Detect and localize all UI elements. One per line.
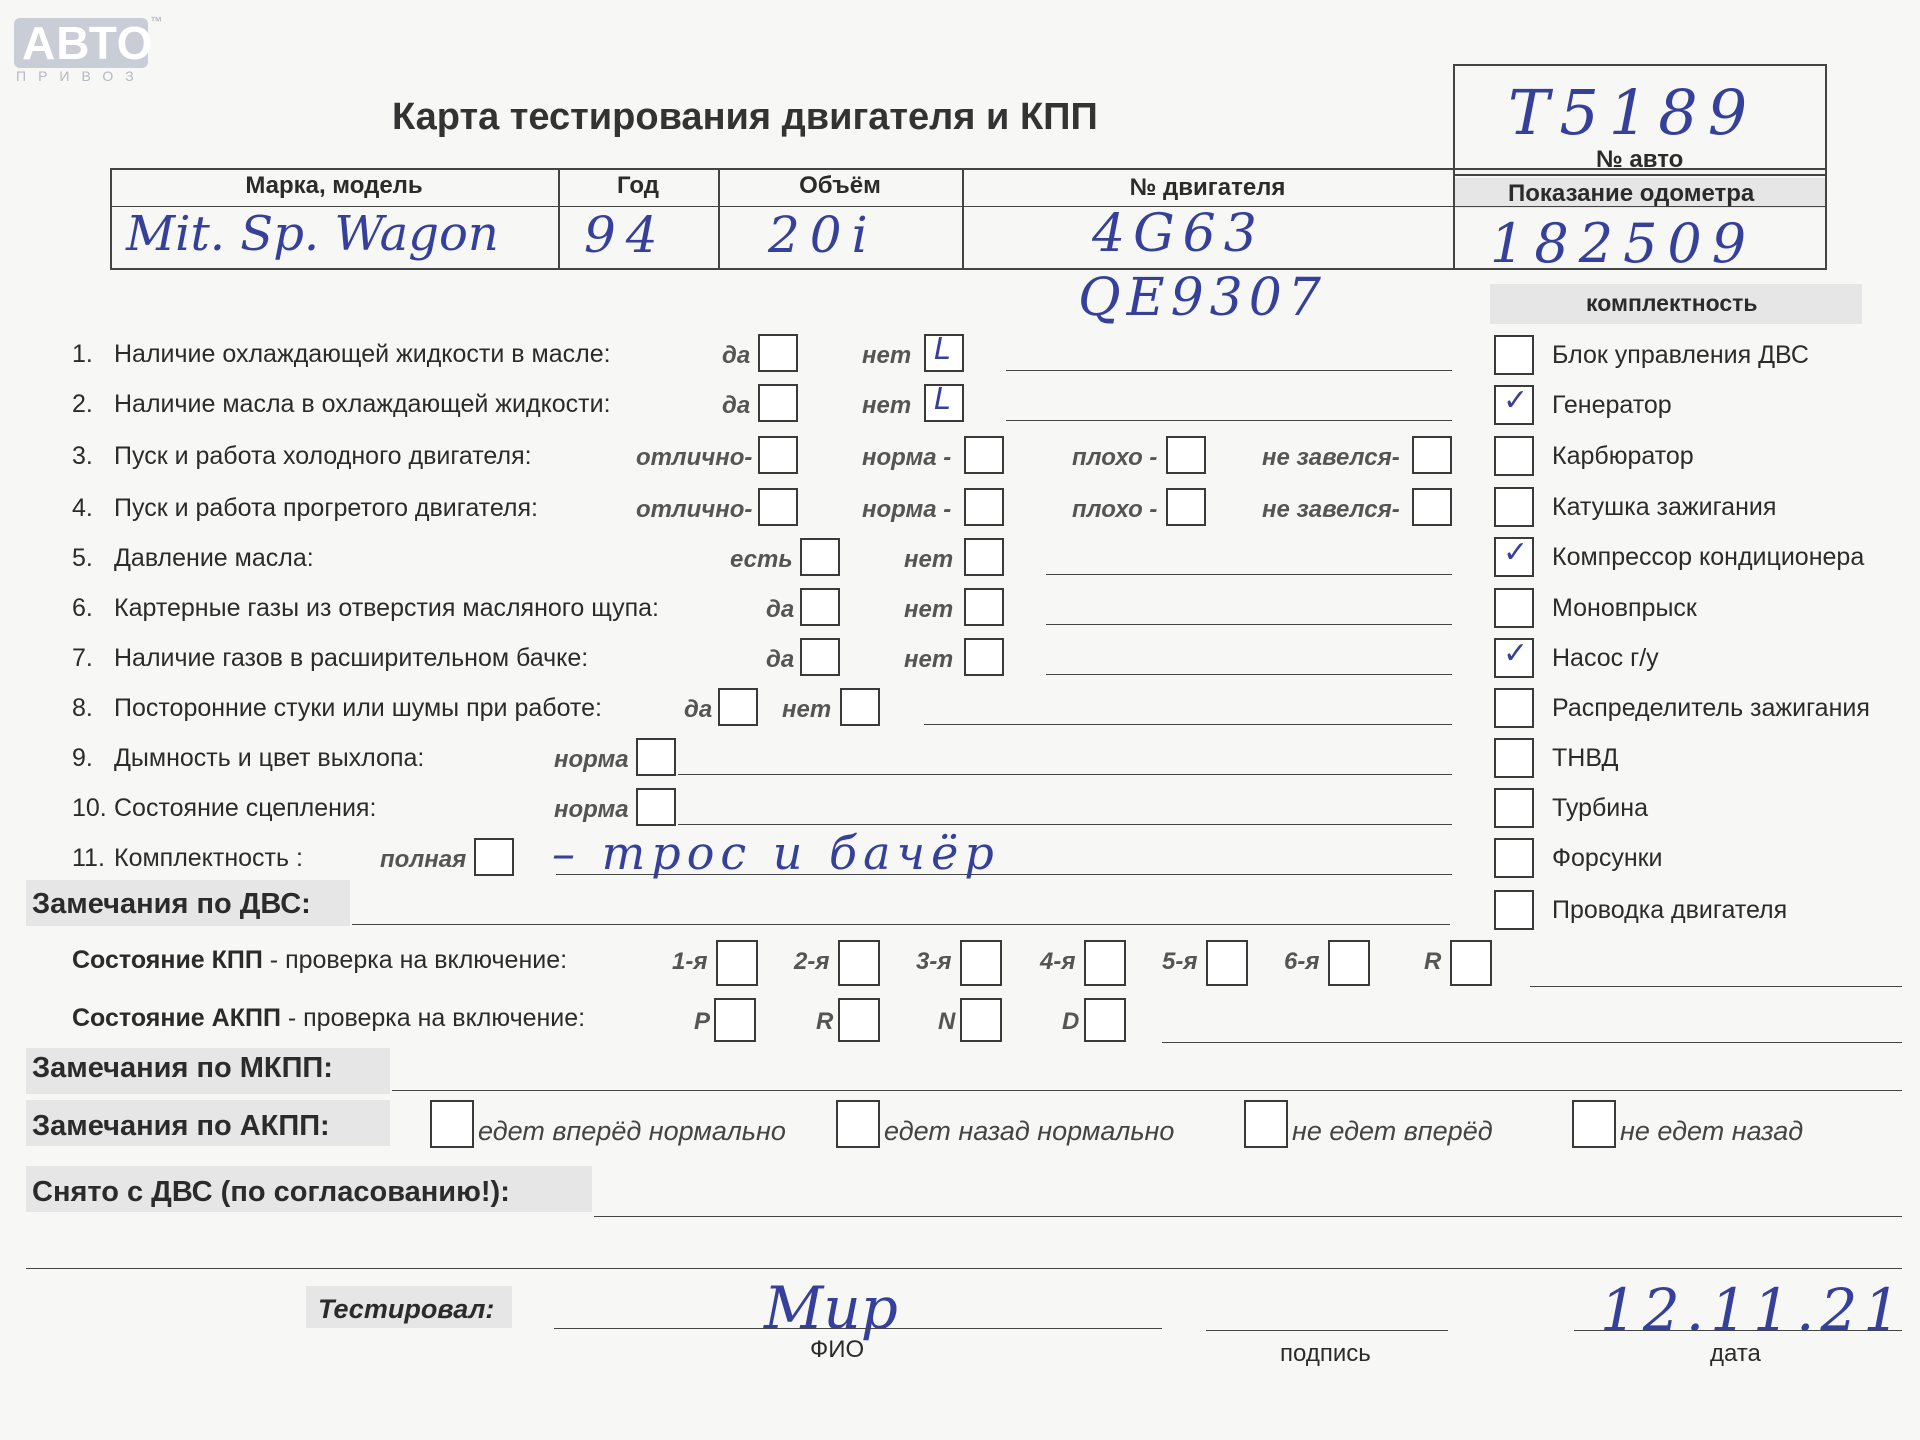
option-label: норма -	[862, 496, 952, 523]
check-mark-icon: ᒪ	[934, 332, 951, 367]
completeness-checkbox[interactable]	[1494, 335, 1534, 375]
question-answer-line[interactable]	[678, 824, 1452, 825]
question-answer-line[interactable]	[924, 724, 1452, 725]
akpp-gear-label: D	[1062, 1008, 1080, 1035]
option-label: нет	[862, 392, 912, 419]
header-year: Год	[617, 172, 659, 199]
date-label: дата	[1710, 1340, 1761, 1367]
option-checkbox[interactable]	[800, 638, 840, 676]
question-text: Наличие масла в охлаждающей жидкости:	[114, 390, 611, 418]
completeness-item-label: Насос г/у	[1552, 644, 1659, 672]
akpp-row-label	[72, 1004, 585, 1033]
akpp-remarks-label: Замечания по АКПП:	[32, 1110, 330, 1142]
date-line[interactable]	[1574, 1330, 1902, 1331]
question-text: Картерные газы из отверстия масляного щупа:	[114, 594, 659, 622]
option-label: нет	[904, 546, 954, 573]
option-checkbox[interactable]	[758, 384, 798, 422]
check-mark-icon: ᒪ	[934, 382, 951, 417]
kpp-gear-label: 3-я	[916, 948, 952, 975]
question-number: 10.	[72, 794, 107, 822]
option-checkbox[interactable]	[636, 788, 676, 826]
option-label: норма -	[862, 444, 952, 471]
option-checkbox[interactable]	[758, 436, 798, 474]
question-text: Наличие охлаждающей жидкости в масле:	[114, 340, 611, 368]
page-title: Карта тестирования двигателя и КПП	[392, 96, 1098, 138]
akpp-gear-checkbox[interactable]	[1084, 998, 1126, 1042]
fio-line[interactable]	[554, 1328, 1162, 1329]
mkpp-remarks-label: Замечания по МКПП:	[32, 1052, 333, 1084]
question-number: 5.	[72, 544, 93, 572]
option-label: плохо -	[1072, 496, 1158, 523]
option-label: да	[684, 696, 713, 723]
option-label: да	[722, 392, 751, 419]
option-checkbox[interactable]	[1412, 436, 1452, 474]
completeness-checkbox[interactable]	[1494, 838, 1534, 878]
akpp-gear-checkbox[interactable]	[838, 998, 880, 1042]
engine-no-value: 4G63	[1092, 204, 1265, 264]
question-number: 4.	[72, 494, 93, 522]
question-answer-line[interactable]	[1046, 674, 1452, 675]
option-label: норма	[554, 796, 629, 823]
completeness-checkbox[interactable]	[1494, 688, 1534, 728]
kpp-gear-label: R	[1424, 948, 1442, 975]
option-label: да	[766, 596, 795, 623]
signature-line[interactable]	[1206, 1330, 1448, 1331]
signature-label: подпись	[1280, 1340, 1371, 1367]
akpp-remark-checkbox[interactable]	[836, 1100, 880, 1148]
fio-value: Мир	[764, 1274, 898, 1342]
option-checkbox[interactable]	[800, 588, 840, 626]
completeness-checkbox[interactable]	[1494, 890, 1534, 930]
logo-brand: АВТО	[22, 17, 154, 69]
completeness-title: комплектность	[1586, 290, 1758, 316]
completeness-item-label: Форсунки	[1552, 844, 1663, 872]
option-checkbox[interactable]	[758, 334, 798, 372]
removed-line[interactable]	[594, 1216, 1902, 1217]
akpp-remark-checkbox[interactable]	[430, 1100, 474, 1148]
option-checkbox[interactable]	[964, 538, 1004, 576]
akpp-gear-label: N	[938, 1008, 956, 1035]
make-model-value: Mit. Sp. Wagon	[126, 206, 499, 262]
fio-label: ФИО	[810, 1336, 865, 1363]
completeness-item-label: Катушка зажигания	[1552, 493, 1777, 521]
completeness-item-label: Распределитель зажигания	[1552, 694, 1870, 722]
option-label: не завелся-	[1262, 496, 1400, 523]
option-checkbox[interactable]	[1166, 488, 1206, 526]
mkpp-remarks-line[interactable]	[392, 1090, 1902, 1091]
option-checkbox[interactable]	[964, 436, 1004, 474]
completeness-item-label: ТНВД	[1552, 744, 1619, 772]
kpp-gear-label: 6-я	[1284, 948, 1320, 975]
option-label: не завелся-	[1262, 444, 1400, 471]
akpp-gear-label: R	[816, 1008, 834, 1035]
question-number: 7.	[72, 644, 93, 672]
completeness-item-label: Турбина	[1552, 794, 1648, 822]
question-text: Комплектность :	[114, 844, 303, 872]
year-value: 94	[584, 206, 668, 264]
kpp-gear-label: 5-я	[1162, 948, 1198, 975]
option-label: норма	[554, 746, 629, 773]
kpp-row-label	[72, 946, 567, 975]
removed-line-2[interactable]	[26, 1268, 1902, 1269]
date-value: 12.11.21	[1600, 1276, 1907, 1344]
question-answer-line[interactable]	[678, 774, 1452, 775]
kpp-rest: - проверка на включение:	[262, 946, 568, 974]
kpp-line[interactable]	[1530, 986, 1902, 987]
kpp-gear-checkbox[interactable]	[716, 940, 758, 986]
option-label: нет	[782, 696, 832, 723]
question-answer-line[interactable]	[1046, 574, 1452, 575]
question-number: 3.	[72, 442, 93, 470]
volume-value: 20i	[768, 206, 878, 264]
completeness-checkbox[interactable]	[1494, 487, 1534, 527]
dvs-remarks-label: Замечания по ДВС:	[32, 888, 311, 920]
completeness-checkbox[interactable]	[1494, 788, 1534, 828]
completeness-checkbox[interactable]	[1494, 588, 1534, 628]
odometer-value: 182509	[1490, 212, 1757, 275]
kpp-gear-label: 2-я	[794, 948, 830, 975]
akpp-rest: - проверка на включение:	[280, 1004, 586, 1032]
question-text: Посторонние стуки или шумы при работе:	[114, 694, 602, 722]
option-checkbox[interactable]	[964, 488, 1004, 526]
option-checkbox[interactable]	[1412, 488, 1452, 526]
removed-label: Снято с ДВС (по согласованию!):	[32, 1176, 510, 1208]
option-label: полная	[380, 846, 467, 873]
kpp-gear-checkbox[interactable]	[960, 940, 1002, 986]
option-checkbox[interactable]	[718, 688, 758, 726]
completeness-item-label: Генератор	[1552, 391, 1672, 419]
akpp-remark-label: едет вперёд нормально	[478, 1116, 786, 1146]
kpp-gear-label: 1-я	[672, 948, 708, 975]
question-text: Пуск и работа прогретого двигателя:	[114, 494, 538, 522]
option-checkbox[interactable]	[636, 738, 676, 776]
kpp-gear-checkbox[interactable]	[838, 940, 880, 986]
akpp-gear-checkbox[interactable]	[960, 998, 1002, 1042]
option-label: отлично-	[636, 496, 753, 523]
option-label: нет	[904, 646, 954, 673]
check-mark-icon: ✓	[1503, 636, 1529, 671]
kpp-gear-checkbox[interactable]	[1328, 940, 1370, 986]
odometer-label: Показание одометра	[1508, 180, 1755, 207]
logo-tm: ™	[150, 14, 162, 28]
akpp-gear-checkbox[interactable]	[714, 998, 756, 1042]
kpp-gear-checkbox[interactable]	[1084, 940, 1126, 986]
header-engine-no: № двигателя	[1129, 174, 1286, 201]
kpp-gear-checkbox[interactable]	[1206, 940, 1248, 986]
option-checkbox[interactable]	[474, 838, 514, 876]
question-number: 8.	[72, 694, 93, 722]
engine-serial-value: QE9307	[1078, 268, 1327, 328]
question-answer-line[interactable]	[1006, 420, 1452, 421]
akpp-remark-checkbox[interactable]	[1572, 1100, 1616, 1148]
question-number: 11.	[72, 844, 105, 872]
option-label: есть	[730, 546, 793, 573]
completeness-note: – трос и бачёр	[552, 826, 1000, 880]
header-make-model: Марка, модель	[245, 172, 423, 199]
option-checkbox[interactable]	[800, 538, 840, 576]
option-checkbox[interactable]	[964, 588, 1004, 626]
option-label: да	[766, 646, 795, 673]
question-number: 1.	[72, 340, 93, 368]
completeness-item-label: Карбюратор	[1552, 442, 1694, 470]
completeness-item-label: Проводка двигателя	[1552, 896, 1788, 924]
question-answer-line[interactable]	[1006, 370, 1452, 371]
akpp-remark-label: не едет назад	[1620, 1116, 1804, 1146]
completeness-checkbox[interactable]	[1494, 436, 1534, 476]
kpp-title: Состояние КПП	[72, 946, 263, 974]
check-mark-icon: ✓	[1503, 535, 1529, 570]
question-text: Пуск и работа холодного двигателя:	[114, 442, 532, 470]
option-label: нет	[862, 342, 912, 369]
option-label: отлично-	[636, 444, 753, 471]
option-label: нет	[904, 596, 954, 623]
question-number: 6.	[72, 594, 93, 622]
option-checkbox[interactable]	[1166, 436, 1206, 474]
akpp-remark-checkbox[interactable]	[1244, 1100, 1288, 1148]
akpp-title: Состояние АКПП	[72, 1004, 281, 1032]
completeness-item-label: Компрессор кондиционера	[1552, 543, 1865, 571]
header-volume: Объём	[799, 172, 881, 199]
dvs-remarks-line[interactable]	[352, 924, 1450, 925]
option-label: плохо -	[1072, 444, 1158, 471]
kpp-gear-checkbox[interactable]	[1450, 940, 1492, 986]
logo-sub: ПРИВОЗ	[16, 68, 146, 84]
check-mark-icon: ✓	[1503, 383, 1529, 418]
akpp-gear-label: P	[694, 1008, 711, 1035]
question-text: Давление масла:	[114, 544, 314, 572]
akpp-remark-label: не едет вперёд	[1292, 1116, 1493, 1146]
question-number: 9.	[72, 744, 93, 772]
option-checkbox[interactable]	[758, 488, 798, 526]
akpp-line[interactable]	[1162, 1042, 1902, 1043]
question-answer-line[interactable]	[1046, 624, 1452, 625]
option-checkbox[interactable]	[840, 688, 880, 726]
option-checkbox[interactable]	[964, 638, 1004, 676]
completeness-item-label: Блок управления ДВС	[1552, 341, 1809, 369]
option-label: да	[722, 342, 751, 369]
kpp-gear-label: 4-я	[1040, 948, 1076, 975]
question-text: Дымность и цвет выхлопа:	[114, 744, 425, 772]
completeness-checkbox[interactable]	[1494, 738, 1534, 778]
question-number: 2.	[72, 390, 93, 418]
car-no-label: № авто	[1596, 146, 1684, 173]
question-text: Состояние сцепления:	[114, 794, 377, 822]
completeness-item-label: Моновпрыск	[1552, 594, 1697, 622]
tested-label: Тестировал:	[318, 1294, 495, 1324]
akpp-remark-label: едет назад нормально	[884, 1116, 1175, 1146]
question-text: Наличие газов в расширительном бачке:	[114, 644, 589, 672]
car-no-value: T5189	[1508, 76, 1758, 149]
